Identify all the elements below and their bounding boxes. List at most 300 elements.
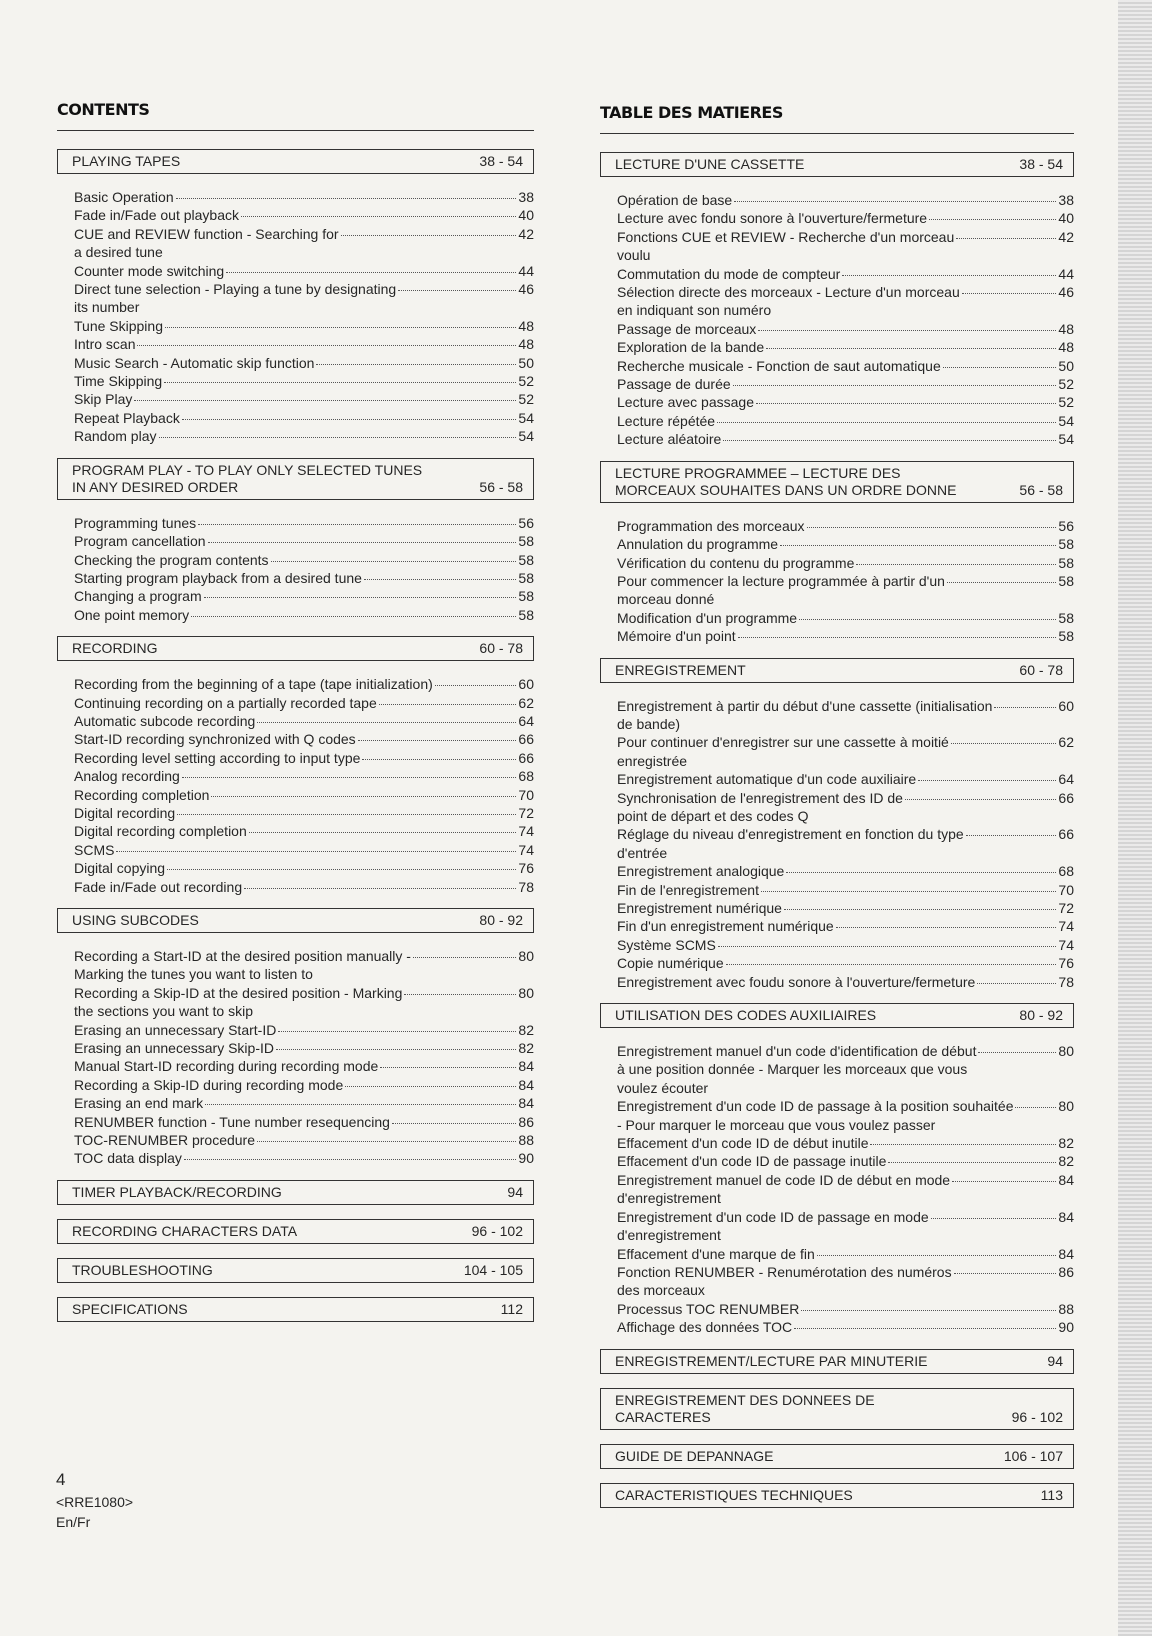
- toc-entry[interactable]: [617, 430, 1074, 448]
- entry-page: 56: [518, 514, 534, 531]
- entry-text: Système SCMS: [617, 936, 716, 953]
- toc-entry[interactable]: [74, 1076, 534, 1094]
- entry-list: [600, 191, 1074, 449]
- toc-entry[interactable]: [74, 532, 534, 550]
- toc-entry[interactable]: [617, 609, 1074, 627]
- toc-entry[interactable]: [617, 881, 1074, 899]
- toc-entry[interactable]: [74, 859, 534, 877]
- dot-leader: [413, 957, 516, 958]
- section-pages: 80 - 92: [479, 912, 523, 928]
- toc-entry[interactable]: [74, 712, 534, 730]
- toc-entry[interactable]: [617, 862, 1074, 880]
- toc-entry[interactable]: [617, 357, 1074, 375]
- toc-entry[interactable]: [617, 899, 1074, 917]
- dot-leader: [718, 946, 1057, 947]
- entry-page: 54: [1058, 431, 1074, 448]
- dot-leader: [257, 722, 516, 723]
- section-heading-box[interactable]: [600, 461, 1074, 503]
- section-heading-box[interactable]: [57, 1258, 534, 1283]
- toc-entry[interactable]: [617, 1042, 1074, 1097]
- toc-entry[interactable]: [617, 1208, 1074, 1245]
- section-title: RECORDING CHARACTERS DATA: [72, 1222, 298, 1239]
- toc-entry[interactable]: [74, 390, 534, 408]
- dot-leader: [379, 704, 517, 705]
- entry-text: Modification d'un programme: [617, 609, 798, 626]
- entry-page: 60: [518, 676, 534, 693]
- entry-text: Random play: [74, 428, 157, 445]
- toc-entry[interactable]: [74, 1113, 534, 1131]
- section-pages: 60 - 78: [479, 640, 523, 657]
- dot-leader: [182, 419, 517, 420]
- table-des-matieres-title: TABLE DES MATIERES: [600, 103, 1074, 134]
- toc-entry[interactable]: [74, 606, 534, 624]
- toc-entry[interactable]: [74, 749, 534, 767]
- section-heading-box[interactable]: [57, 908, 534, 933]
- entry-text: Enregistrement manuel de code ID de début en mode d'enregistrement: [617, 1171, 951, 1207]
- dot-leader: [271, 561, 517, 562]
- entry-list: [600, 697, 1074, 992]
- toc-entry[interactable]: [617, 1300, 1074, 1318]
- entry-text: Annulation du programme: [617, 536, 779, 553]
- toc-entry[interactable]: [74, 587, 534, 605]
- entry-text: Synchronisation de l'enregistrement des ID de point de départ et des codes Q: [617, 789, 903, 824]
- section-heading-box[interactable]: [57, 1180, 534, 1205]
- entry-text: Program cancellation: [74, 533, 206, 550]
- dot-leader: [817, 1255, 1057, 1256]
- entry-text: Music Search - Automatic skip function: [74, 354, 315, 371]
- entry-page: 68: [1058, 863, 1074, 880]
- toc-entry[interactable]: [617, 789, 1074, 826]
- dot-leader: [364, 579, 516, 580]
- section-title: PLAYING TAPES: [72, 153, 181, 169]
- toc-entry[interactable]: [617, 936, 1074, 954]
- entry-text: Basic Operation: [74, 189, 174, 205]
- dot-leader: [761, 891, 1056, 892]
- dot-leader: [345, 1086, 516, 1087]
- toc-entry[interactable]: [74, 427, 534, 445]
- toc-entry[interactable]: [74, 188, 534, 206]
- entry-page: 86: [1058, 1263, 1074, 1280]
- section-heading-box[interactable]: [600, 1483, 1074, 1508]
- toc-entry[interactable]: [74, 675, 534, 693]
- toc-entry[interactable]: [617, 412, 1074, 430]
- entry-page: 62: [518, 694, 534, 711]
- toc-entry[interactable]: [74, 262, 534, 280]
- toc-entry[interactable]: [617, 733, 1074, 770]
- toc-entry[interactable]: [617, 535, 1074, 553]
- toc-entry[interactable]: [74, 1039, 534, 1057]
- toc-entry[interactable]: [617, 393, 1074, 411]
- section-title: USING SUBCODES: [72, 912, 199, 928]
- section-pages: 104 - 105: [463, 1261, 523, 1278]
- entry-page: 90: [1058, 1319, 1074, 1336]
- entry-page: 56: [1058, 517, 1074, 534]
- entry-page: 82: [518, 1040, 534, 1057]
- toc-entry[interactable]: [617, 375, 1074, 393]
- dot-leader: [176, 198, 517, 199]
- dot-leader: [362, 759, 516, 760]
- toc-entry[interactable]: [74, 1149, 534, 1167]
- entry-page: 84: [518, 1058, 534, 1075]
- toc-entry[interactable]: [617, 517, 1074, 535]
- toc-entry[interactable]: [74, 878, 534, 896]
- entry-text: Opération de base: [617, 192, 733, 208]
- dot-leader: [134, 400, 516, 401]
- toc-entry[interactable]: [74, 206, 534, 224]
- section-title: PROGRAM PLAY - TO PLAY ONLY SELECTED TUNES IN ANY DESIRED ORDER: [72, 461, 423, 495]
- section-title: TROUBLESHOOTING: [72, 1261, 213, 1278]
- section-heading-box[interactable]: [57, 458, 534, 500]
- dot-leader: [211, 796, 516, 797]
- toc-entry[interactable]: [617, 627, 1074, 645]
- dot-leader: [723, 440, 1056, 441]
- entry-list: [57, 675, 534, 896]
- toc-entry[interactable]: [74, 730, 534, 748]
- toc-entry[interactable]: [617, 320, 1074, 338]
- section-heading-box[interactable]: [600, 1444, 1074, 1469]
- toc-entry[interactable]: [617, 954, 1074, 972]
- toc-entry[interactable]: [74, 1021, 534, 1039]
- entry-text: Digital recording completion: [74, 823, 247, 840]
- entry-text: Mémoire d'un point: [617, 628, 736, 645]
- toc-entry[interactable]: [74, 514, 534, 532]
- entry-page: 58: [1058, 572, 1074, 589]
- dot-leader: [929, 219, 1056, 220]
- dot-leader: [198, 524, 516, 525]
- toc-entry[interactable]: [74, 372, 534, 390]
- section-heading-box[interactable]: [600, 152, 1074, 177]
- toc-entry[interactable]: [617, 1171, 1074, 1208]
- toc-section: [600, 461, 1074, 646]
- entry-page: 44: [518, 262, 534, 279]
- section-title: TIMER PLAYBACK/RECORDING: [72, 1183, 282, 1200]
- toc-entry[interactable]: [617, 554, 1074, 572]
- dot-leader: [191, 616, 516, 617]
- entry-text: Enregistrement manuel d'un code d'identification de début à une position donnée - Marquer les morceaux que vous voulez écouter: [617, 1043, 977, 1096]
- entry-list: [57, 188, 534, 446]
- entry-text: Commutation du mode de compteur: [617, 265, 841, 282]
- entry-text: TOC-RENUMBER procedure: [74, 1132, 256, 1149]
- toc-entry[interactable]: [74, 1057, 534, 1075]
- toc-entry[interactable]: [617, 283, 1074, 320]
- entry-text: Fade in/Fade out playback: [74, 207, 239, 224]
- entry-text: Enregistrement à partir du début d'une cassette (initialisation de bande): [617, 697, 993, 732]
- entry-text: Fade in/Fade out recording: [74, 878, 243, 895]
- dot-leader: [756, 403, 1056, 404]
- toc-section: [57, 458, 534, 624]
- entry-page: 54: [518, 409, 534, 426]
- page-footer: [56, 1468, 133, 1532]
- entry-page: 46: [518, 281, 534, 298]
- dot-leader: [226, 272, 516, 273]
- entry-text: Continuing recording on a partially recorded tape: [74, 694, 377, 711]
- entry-text: Pour continuer d'enregistrer sur une cassette à moitié enregistrée: [617, 734, 949, 769]
- dot-leader: [856, 564, 1056, 565]
- section-heading-box[interactable]: [57, 1219, 534, 1244]
- toc-entry[interactable]: [74, 984, 534, 1021]
- entry-text: Effacement d'un code ID de début inutile: [617, 1135, 869, 1152]
- entry-text: Digital recording: [74, 804, 176, 821]
- entry-text: SCMS: [74, 841, 115, 858]
- dot-leader: [977, 983, 1056, 984]
- section-title: UTILISATION DES CODES AUXILIAIRES: [615, 1007, 877, 1024]
- dot-leader: [717, 422, 1056, 423]
- entry-page: 86: [518, 1113, 534, 1130]
- entry-page: 58: [518, 533, 534, 550]
- entry-text: Counter mode switching: [74, 262, 225, 279]
- entry-text: Tune Skipping: [74, 317, 163, 334]
- entry-page: 90: [518, 1150, 534, 1167]
- dot-leader: [341, 235, 517, 236]
- entry-list: [57, 947, 534, 1168]
- entry-page: 84: [1058, 1171, 1074, 1188]
- entry-text: Time Skipping: [74, 373, 163, 390]
- entry-text: One point memory: [74, 606, 190, 623]
- entry-page: 52: [518, 373, 534, 390]
- entry-page: 54: [1058, 412, 1074, 429]
- dot-leader: [962, 293, 1057, 294]
- section-heading-box[interactable]: [57, 636, 534, 661]
- dot-leader: [164, 382, 516, 383]
- toc-entry[interactable]: [74, 569, 534, 587]
- entry-text: Fin d'un enregistrement numérique: [617, 918, 834, 935]
- dot-leader: [951, 743, 1057, 744]
- entry-page: 42: [518, 225, 534, 242]
- entry-page: 64: [518, 712, 534, 729]
- dot-leader: [905, 799, 1056, 800]
- entry-text: Lecture avec passage: [617, 394, 754, 411]
- section-pages: 113: [1040, 1486, 1063, 1503]
- section-pages: 96 - 102: [471, 1222, 523, 1239]
- dot-leader: [116, 851, 516, 852]
- toc-entry[interactable]: [74, 317, 534, 335]
- section-pages: 94: [1047, 1352, 1063, 1369]
- toc-entry[interactable]: [74, 947, 534, 984]
- entry-text: Programming tunes: [74, 514, 197, 531]
- toc-section: [57, 636, 534, 896]
- dot-leader: [205, 1104, 516, 1105]
- entry-text: Passage de durée: [617, 376, 731, 393]
- toc-entry[interactable]: [617, 1263, 1074, 1300]
- dot-leader: [954, 1273, 1057, 1274]
- toc-section: [57, 908, 534, 1168]
- dot-leader: [943, 367, 1057, 368]
- dot-leader: [392, 1123, 516, 1124]
- section-pages: 38 - 54: [479, 153, 523, 169]
- toc-entry[interactable]: [617, 1318, 1074, 1336]
- dot-leader: [784, 909, 1056, 910]
- entry-page: 38: [518, 189, 534, 205]
- entry-page: 58: [1058, 554, 1074, 571]
- entry-text: Manual Start-ID recording during recording mode: [74, 1058, 379, 1075]
- toc-entry[interactable]: [74, 822, 534, 840]
- entry-text: Repeat Playback: [74, 409, 180, 426]
- language-code: En/Fr: [56, 1514, 91, 1530]
- entry-page: 74: [518, 823, 534, 840]
- toc-entry[interactable]: [617, 265, 1074, 283]
- entry-page: 38: [1058, 192, 1074, 208]
- entry-page: 80: [518, 984, 534, 1001]
- entry-text: CUE and REVIEW function - Searching for a desired tune: [74, 225, 339, 261]
- dot-leader: [842, 275, 1056, 276]
- toc-entry[interactable]: [74, 841, 534, 859]
- dot-leader: [182, 777, 517, 778]
- entry-text: Recording a Skip-ID at the desired position - Marking the sections you want to skip: [74, 984, 403, 1020]
- entry-text: Analog recording: [74, 768, 180, 785]
- toc-entry[interactable]: [74, 225, 534, 262]
- entry-text: Skip Play: [74, 391, 133, 408]
- dot-leader: [734, 201, 1056, 202]
- toc-entry[interactable]: [617, 209, 1074, 227]
- entry-list: [600, 517, 1074, 646]
- dot-leader: [276, 1049, 516, 1050]
- toc-section: [600, 152, 1074, 449]
- section-pages: 80 - 92: [1019, 1007, 1063, 1024]
- entry-text: Erasing an unnecessary Start-ID: [74, 1021, 277, 1038]
- entry-page: 84: [518, 1076, 534, 1093]
- entry-text: Recording from the beginning of a tape (tape initialization): [74, 676, 433, 693]
- toc-section: [57, 149, 534, 446]
- entry-text: Recherche musicale - Fonction de saut automatique: [617, 357, 941, 374]
- dot-leader: [204, 597, 517, 598]
- dot-leader: [316, 364, 516, 365]
- entry-page: 80: [518, 948, 534, 964]
- dot-leader: [758, 330, 1056, 331]
- toc-entry[interactable]: [617, 697, 1074, 734]
- entry-text: Effacement d'une marque de fin: [617, 1245, 815, 1262]
- entry-text: Passage de morceaux: [617, 320, 757, 337]
- section-pages: 56 - 58: [1019, 481, 1063, 498]
- dot-leader: [733, 385, 1057, 386]
- entry-text: Affichage des données TOC: [617, 1319, 793, 1336]
- toc-entry[interactable]: [617, 1245, 1074, 1263]
- toc-entry[interactable]: [74, 786, 534, 804]
- section-heading-box[interactable]: [600, 1003, 1074, 1028]
- entry-text: Lecture avec fondu sonore à l'ouverture/fermeture: [617, 210, 928, 227]
- entry-page: 48: [1058, 339, 1074, 356]
- dot-leader: [931, 1218, 1057, 1219]
- dot-leader: [766, 348, 1056, 349]
- toc-entry[interactable]: [617, 572, 1074, 609]
- entry-text: Starting program playback from a desired tune: [74, 569, 362, 586]
- entry-page: 72: [518, 804, 534, 821]
- toc-entry[interactable]: [74, 409, 534, 427]
- entry-text: Programmation des morceaux: [617, 517, 805, 534]
- dot-leader: [159, 437, 517, 438]
- entry-text: Pour commencer la lecture programmée à partir d'un morceau donné: [617, 572, 945, 608]
- entry-page: 74: [1058, 918, 1074, 935]
- entry-text: Effacement d'un code ID de passage inutile: [617, 1153, 887, 1170]
- entry-page: 72: [1058, 900, 1074, 916]
- entry-text: Checking the program contents: [74, 551, 269, 568]
- toc-entry[interactable]: [74, 280, 534, 317]
- toc-section: [600, 658, 1074, 992]
- section-list: [600, 152, 1074, 1508]
- toc-entry[interactable]: [74, 551, 534, 569]
- section-title: LECTURE PROGRAMMEE – LECTURE DES MORCEAUX SOUHAITES DANS UN ORDRE DONNE: [615, 464, 957, 498]
- toc-section: [600, 1483, 1074, 1508]
- section-heading-box[interactable]: [600, 1388, 1074, 1430]
- section-heading-box[interactable]: [600, 1349, 1074, 1374]
- entry-page: 84: [1058, 1245, 1074, 1262]
- section-title: ENREGISTREMENT/LECTURE PAR MINUTERIE: [615, 1352, 928, 1369]
- contents-english: [57, 100, 534, 1336]
- document-code: <RRE1080>: [56, 1494, 134, 1510]
- entry-page: 74: [518, 841, 534, 858]
- section-heading-box[interactable]: [57, 149, 534, 174]
- entry-text: Digital copying: [74, 860, 166, 877]
- toc-entry[interactable]: [617, 1152, 1074, 1170]
- toc-entry[interactable]: [74, 354, 534, 372]
- entry-text: Direct tune selection - Playing a tune by designating its number: [74, 281, 397, 316]
- entry-page: 58: [1058, 536, 1074, 553]
- toc-entry[interactable]: [617, 770, 1074, 788]
- section-heading-box[interactable]: [57, 1297, 534, 1322]
- toc-entry[interactable]: [617, 191, 1074, 209]
- toc-section: [600, 1003, 1074, 1337]
- dot-leader: [966, 835, 1057, 836]
- toc-entry[interactable]: [617, 973, 1074, 991]
- dot-leader: [994, 707, 1056, 708]
- toc-section: [600, 1444, 1074, 1469]
- entry-page: 40: [518, 207, 534, 224]
- dot-leader: [1015, 1107, 1056, 1108]
- entry-list: [57, 514, 534, 624]
- toc-entry[interactable]: [617, 228, 1074, 265]
- toc-section: [57, 1180, 534, 1205]
- entry-text: Erasing an unnecessary Skip-ID: [74, 1040, 274, 1057]
- toc-entry[interactable]: [74, 1131, 534, 1149]
- toc-entry[interactable]: [617, 917, 1074, 935]
- dot-leader: [947, 582, 1056, 583]
- entry-page: 58: [518, 569, 534, 586]
- toc-entry[interactable]: [617, 1134, 1074, 1152]
- section-title: SPECIFICATIONS: [72, 1300, 188, 1317]
- dot-leader: [167, 869, 516, 870]
- toc-entry[interactable]: [74, 335, 534, 353]
- entry-page: 58: [1058, 628, 1074, 645]
- toc-entry[interactable]: [617, 338, 1074, 356]
- toc-entry[interactable]: [617, 825, 1074, 862]
- toc-entry[interactable]: [74, 767, 534, 785]
- toc-entry[interactable]: [74, 1094, 534, 1112]
- toc-entry[interactable]: [617, 1097, 1074, 1134]
- entry-page: 58: [1058, 609, 1074, 626]
- entry-text: Enregistrement automatique d'un code auxiliaire: [617, 771, 917, 788]
- entry-page: 66: [518, 749, 534, 766]
- entry-page: 76: [1058, 955, 1074, 972]
- entry-page: 52: [1058, 376, 1074, 393]
- section-heading-box[interactable]: [600, 658, 1074, 683]
- dot-leader: [358, 740, 517, 741]
- entry-text: TOC data display: [74, 1150, 182, 1167]
- entry-text: Enregistrement numérique: [617, 900, 782, 916]
- dot-leader: [177, 814, 516, 815]
- entry-page: 70: [1058, 881, 1074, 898]
- dot-leader: [249, 832, 517, 833]
- entry-text: Recording completion: [74, 786, 210, 803]
- dot-leader: [836, 927, 1057, 928]
- toc-entry[interactable]: [74, 694, 534, 712]
- section-pages: 106 - 107: [1003, 1447, 1063, 1464]
- dot-leader: [244, 888, 516, 889]
- entry-page: 54: [518, 428, 534, 445]
- dot-leader: [888, 1162, 1056, 1163]
- entry-text: Start-ID recording synchronized with Q codes: [74, 731, 356, 748]
- dot-leader: [208, 542, 517, 543]
- entry-page: 80: [1058, 1098, 1074, 1115]
- toc-entry[interactable]: [74, 804, 534, 822]
